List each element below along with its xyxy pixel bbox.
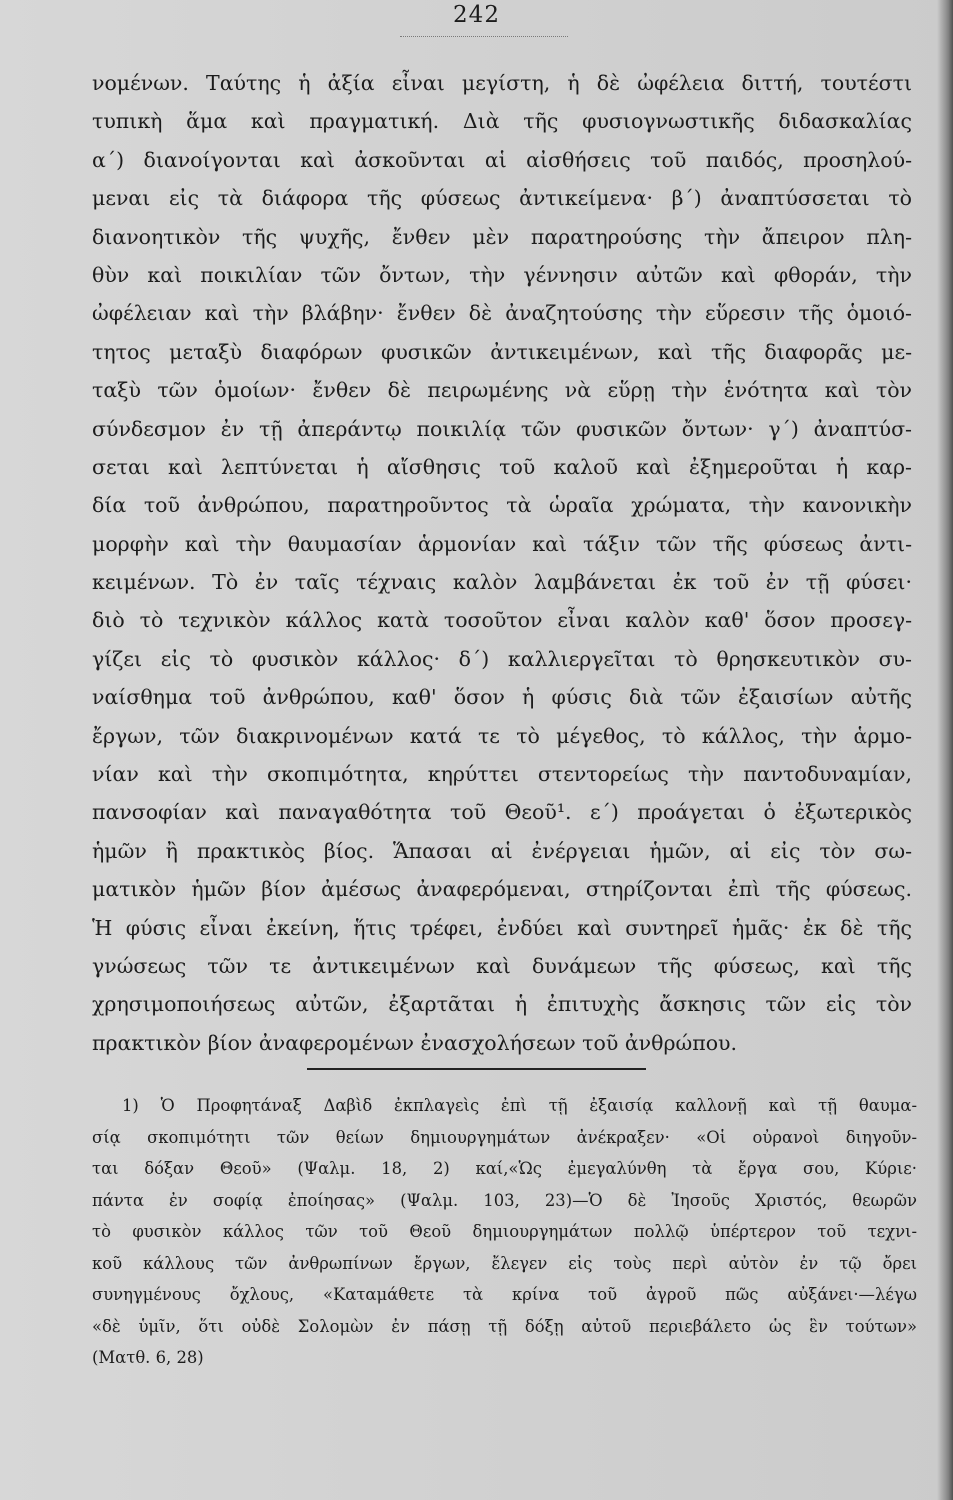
footnotes — [92, 1090, 917, 1374]
footnote-line: (Ματθ. 6, 28) — [92, 1348, 204, 1367]
body-line: γνώσεως τῶν τε ἀντικειμένων καὶ δυνάμεων τῆς φύσεως, καὶ τῆς — [92, 953, 912, 978]
footnote-line: συνηγμένους ὄχλους, «Καταμάθετε τὰ κρίνα τοῦ ἀγροῦ πῶς αὐξάνει·—λέγω — [92, 1285, 917, 1304]
body-line: πανσοφίαν καὶ παναγαθότητα τοῦ Θεοῦ¹. ε΄) προάγεται ὁ ἐξωτερικὸς — [92, 800, 912, 825]
footnote-line: σίᾳ σκοπιμότητι τῶν θείων δημιουργημάτων ἀνέκραξεν· «Οἱ οὐρανοὶ διηγοῦν- — [92, 1127, 917, 1147]
page-number-rule — [400, 36, 568, 37]
body-line: πρακτικὸν βίον ἀναφερομένων ἐνασχολήσεων τοῦ ἀνθρώπου. — [92, 1030, 738, 1055]
body-line: ματικὸν ἡμῶν βίον ἀμέσως ἀναφερόμεναι, στηρίζονται ἐπὶ τῆς φύσεως. — [92, 877, 912, 902]
body-line: τυπικὴ ἅμα καὶ πραγματική. Διὰ τῆς φυσιογνωστικῆς διδασκαλίας — [92, 109, 912, 134]
page-number: 242 — [453, 2, 500, 28]
body-line: διανοητικὸν τῆς ψυχῆς, ἔνθεν μὲν παρατηρούσης τὴν ἄπειρον πλη- — [92, 224, 912, 249]
body-line: διὸ τὸ τεχνικὸν κάλλος κατὰ τοσοῦτον εἶναι καλὸν καθ' ὅσον προσεγ- — [92, 608, 912, 633]
body-line: τητος μεταξὺ διαφόρων φυσικῶν ἀντικειμένων, καὶ τῆς διαφορᾶς με- — [92, 339, 912, 364]
body-line: σύνδεσμον ἐν τῇ ἀπεράντῳ ποικιλίᾳ τῶν φυσικῶν ὄντων· γ΄) ἀναπτύσ- — [92, 416, 912, 441]
footnote-line: κοῦ κάλλους τῶν ἀνθρωπίνων ἔργων, ἔλεγεν εἰς τοὺς περὶ αὐτὸν ἐν τῷ ὄρει — [92, 1253, 917, 1273]
body-line: δία τοῦ ἀνθρώπου, παρατηροῦντος τὰ ὡραῖα χρώματα, τὴν κανονικὴν — [92, 493, 912, 518]
body-line: κειμένων. Τὸ ἐν ταῖς τέχναις καλὸν λαμβάνεται ἐκ τοῦ ἐν τῇ φύσει· — [92, 570, 912, 595]
body-line: ὠφέλειαν καὶ τὴν βλάβην· ἔνθεν δὲ ἀναζητούσης τὴν εὕρεσιν τῆς ὁμοιό- — [92, 301, 912, 326]
footnote-line: πάντα ἐν σοφίᾳ ἐποίησας» (Ψαλμ. 103, 23)—Ὁ δὲ Ἰησοῦς Χριστός, θεωρῶν — [92, 1190, 917, 1210]
footnote-line: τὸ φυσικὸν κάλλος τῶν τοῦ Θεοῦ δημιουργημάτων πολλῷ ὑπέρτερον τοῦ τεχνι- — [92, 1222, 917, 1241]
body-line: ἔργων, τῶν διακρινομένων κατά τε τὸ μέγεθος, τὸ κάλλος, τὴν ἁρμο- — [92, 723, 912, 748]
footnote-line: «δὲ ὑμῖν, ὅτι οὐδὲ Σολομὼν ἐν πάσῃ τῇ δόξῃ αὐτοῦ περιεβάλετο ὡς ἓν τούτων» — [92, 1316, 917, 1336]
body-line: θὺν καὶ ποικιλίαν τῶν ὄντων, τὴν γέννησιν αὐτῶν καὶ φθοράν, τὴν — [92, 262, 912, 287]
body-line: μορφὴν καὶ τὴν θαυμασίαν ἁρμονίαν καὶ τάξιν τῶν τῆς φύσεως ἀντι- — [92, 531, 912, 556]
body-line: ἡμῶν ἢ πρακτικὸς βίος. Ἅπασαι αἱ ἐνέργειαι ἡμῶν, αἱ εἰς τὸν σω- — [92, 838, 912, 863]
body-text — [92, 64, 912, 1062]
footnote-line: ται δόξαν Θεοῦ» (Ψαλμ. 18, 2) καί,«Ὡς ἐμεγαλύνθη τὰ ἔργα σου, Κύριε· — [92, 1159, 917, 1178]
body-line: α΄) διανοίγονται καὶ ἀσκοῦνται αἱ αἰσθήσεις τοῦ παιδός, προσηλού- — [92, 147, 912, 172]
body-line: ναίσθημα τοῦ ἀνθρώπου, καθ' ὅσον ἡ φύσις διὰ τῶν ἐξαισίων αὐτῆς — [92, 685, 912, 710]
body-line: σεται καὶ λεπτύνεται ἡ αἴσθησις τοῦ καλοῦ καὶ ἐξημεροῦται ἡ καρ- — [92, 454, 912, 479]
body-line: νομένων. Ταύτης ἡ ἀξία εἶναι μεγίστη, ἡ δὲ ὠφέλεια διττή, τουτέστι — [92, 71, 912, 95]
body-line: νίαν καὶ τὴν σκοπιμότητα, κηρύττει στεντορείως τὴν παντοδυναμίαν, — [92, 762, 912, 787]
body-line: γίζει εἰς τὸ φυσικὸν κάλλος· δ΄) καλλιεργεῖται τὸ θρησκευτικὸν συ- — [92, 646, 912, 671]
body-line: χρησιμοποιήσεως αὐτῶν, ἐξαρτᾶται ἡ ἐπιτυχὴς ἄσκησις τῶν εἰς τὸν — [92, 992, 912, 1017]
body-line: Ἡ φύσις εἶναι ἐκείνη, ἥτις τρέφει, ἐνδύει καὶ συντηρεῖ ἡμᾶς· ἐκ δὲ τῆς — [92, 915, 912, 940]
body-line: μεναι εἰς τὰ διάφορα τῆς φύσεως ἀντικείμενα· β΄) ἀναπτύσσεται τὸ — [92, 186, 912, 211]
body-line: ταξὺ τῶν ὁμοίων· ἔνθεν δὲ πειρωμένης νὰ εὕρῃ τὴν ἑνότητα καὶ τὸν — [92, 378, 912, 403]
footnote-line: 1) Ὁ Προφητάναξ Δαβὶδ ἐκπλαγεὶς ἐπὶ τῇ ἐξαισίᾳ καλλονῇ καὶ τῇ θαυμα- — [122, 1096, 917, 1115]
page-edge-shadow — [937, 0, 953, 1500]
footnote-separator — [307, 1068, 646, 1070]
